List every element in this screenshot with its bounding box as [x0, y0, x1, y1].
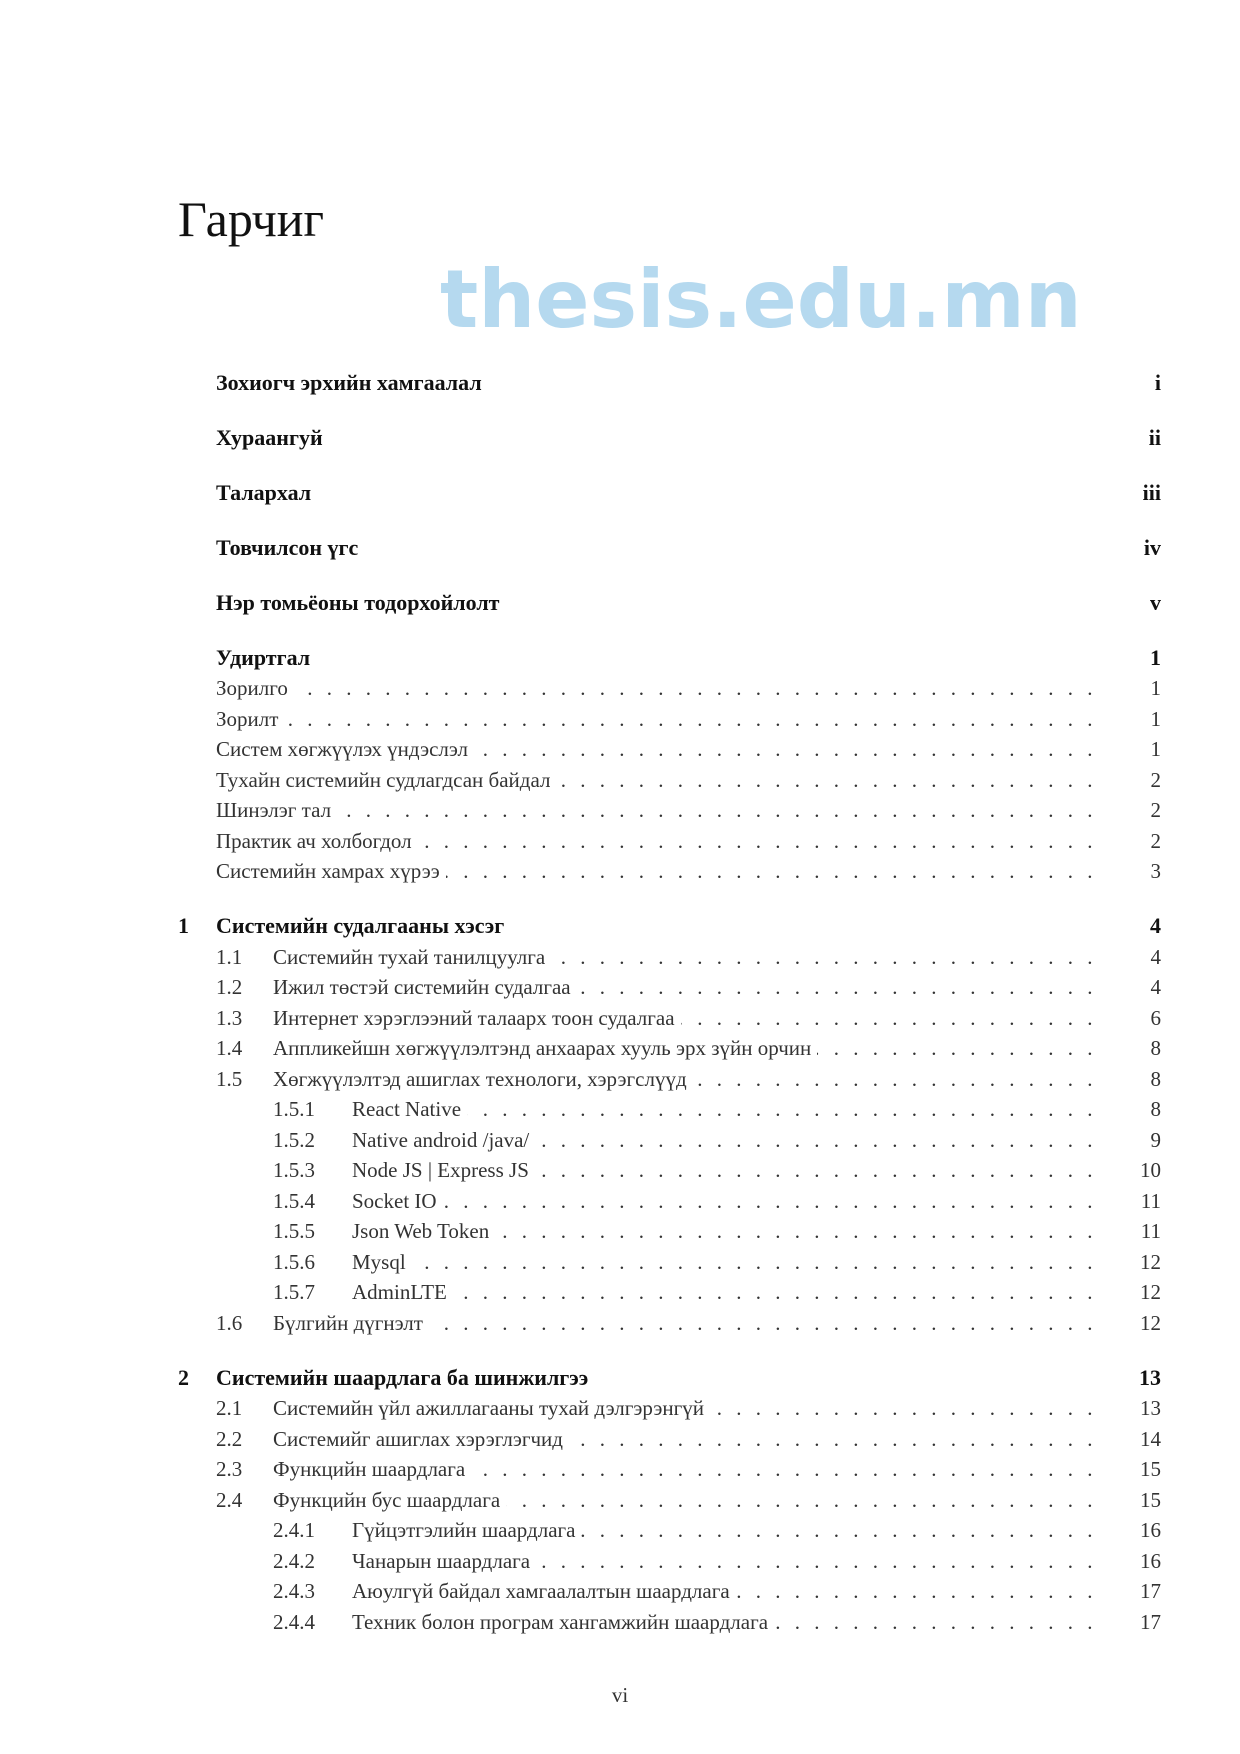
toc-entry[interactable]	[178, 478, 1161, 509]
toc-entry-number: 1	[178, 913, 189, 938]
toc-entry-page: 11	[1140, 1188, 1161, 1213]
dot-leader	[569, 1424, 1127, 1455]
toc-entry[interactable]	[178, 1515, 1161, 1546]
toc-entry-title: Талархал	[216, 479, 312, 505]
toc-entry[interactable]	[178, 704, 1161, 735]
dot-leader	[284, 704, 1127, 735]
toc-entry-title: Node JS | Express JS	[352, 1158, 529, 1182]
toc-entry-title: Нэр томьёоны тодорхойлолт	[216, 589, 500, 615]
dot-leader	[446, 856, 1127, 887]
dot-leader	[535, 1155, 1127, 1186]
toc-entry-page: ii	[1148, 424, 1161, 450]
toc-entry[interactable]	[178, 643, 1161, 674]
toc-entry-page: 10	[1140, 1158, 1161, 1182]
toc-entry-title: Шинэлэг тал	[216, 798, 332, 822]
toc-entry-page: iii	[1142, 479, 1161, 505]
dot-leader	[693, 1064, 1127, 1095]
page-number: vi	[611, 1683, 629, 1707]
toc-entry-page: 6	[1150, 1005, 1161, 1030]
toc-entry-title: Гүйцэтгэлийн шаардлага	[352, 1518, 576, 1542]
toc-entry-title: Хөгжүүлэлтэд ашиглах технологи, хэрэгслүүд	[273, 1066, 687, 1091]
toc-entry-page: 1	[1150, 644, 1161, 670]
toc-entry-title: AdminLTE	[352, 1280, 447, 1304]
page-title: Гарчиг	[178, 191, 325, 247]
toc-entry-number: 2.4	[216, 1487, 243, 1512]
toc-entry-title: Зохиогч эрхийн хамгаалал	[216, 369, 482, 395]
toc-entry-number: 1.2	[216, 975, 243, 999]
toc-entry-number: 1.6	[216, 1310, 243, 1335]
toc-entry[interactable]	[178, 1033, 1161, 1064]
dot-leader	[467, 1094, 1127, 1125]
dot-leader	[556, 765, 1127, 796]
toc-entry-title: Товчилсон үгс	[216, 534, 359, 560]
toc-entry-number: 2.3	[216, 1457, 243, 1481]
toc-entry[interactable]	[178, 1607, 1161, 1638]
toc-entry[interactable]	[178, 1216, 1161, 1247]
toc-entry[interactable]	[178, 1454, 1161, 1485]
toc-entry-page: 3	[1150, 859, 1161, 883]
toc-entry-page: 2	[1150, 767, 1161, 792]
toc-entry-title: Системийн үйл ажиллагааны тухай дэлгэрэнгүй	[273, 1396, 704, 1420]
dot-leader	[817, 1033, 1127, 1064]
dot-leader	[774, 1607, 1127, 1638]
table-of-contents	[178, 343, 1161, 1637]
toc-entry[interactable]	[178, 1546, 1161, 1577]
toc-entry[interactable]	[178, 1363, 1161, 1394]
toc-entry-title: React Native	[352, 1097, 462, 1121]
toc-entry[interactable]	[178, 1125, 1161, 1156]
toc-entry-page: 15	[1140, 1487, 1161, 1512]
toc-entry-title: Тухайн системийн судлагдсан байдал	[216, 767, 551, 792]
toc-entry[interactable]	[178, 673, 1161, 704]
toc-entry-page: 13	[1139, 1364, 1161, 1390]
toc-entry[interactable]	[178, 972, 1161, 1003]
toc-entry-title: Системийн тухай танилцуулга	[273, 944, 546, 969]
dot-leader	[429, 1308, 1127, 1339]
toc-entry-title: Mysql	[352, 1249, 406, 1274]
toc-entry-page: i	[1154, 369, 1161, 395]
toc-entry-page: 17	[1140, 1579, 1161, 1603]
toc-entry-number: 1.5.5	[273, 1219, 315, 1243]
dot-leader	[535, 1125, 1127, 1156]
toc-entry-number: 1.1	[216, 944, 243, 969]
dot-leader	[551, 942, 1127, 973]
dot-leader	[736, 1576, 1127, 1607]
toc-entry-title: Ижил төстэй системийн судалгаа	[273, 975, 571, 999]
toc-entry[interactable]	[178, 1155, 1161, 1186]
toc-entry-title: Socket IO	[352, 1188, 437, 1213]
toc-entry-title: Зорилт	[216, 706, 279, 731]
dot-leader	[536, 1546, 1127, 1577]
toc-entry[interactable]	[178, 765, 1161, 796]
toc-entry-number: 1.5.1	[273, 1097, 315, 1121]
toc-entry-number: 2.1	[216, 1396, 243, 1420]
toc-entry-title: Системийн хамрах хүрээ	[216, 859, 440, 883]
dot-leader	[453, 1277, 1127, 1308]
toc-entry[interactable]	[178, 795, 1161, 826]
toc-entry-number: 2.4.4	[273, 1609, 315, 1634]
toc-entry-title: Удиртгал	[216, 644, 311, 670]
toc-entry-title: Практик ач холбогдол	[216, 828, 412, 853]
toc-entry-title: Чанарын шаардлага	[352, 1548, 531, 1573]
toc-entry-title: Функцийн шаардлага	[273, 1457, 466, 1481]
toc-entry-page: 4	[1150, 913, 1161, 938]
toc-entry-number: 2.4.1	[273, 1518, 315, 1542]
dot-leader	[337, 795, 1127, 826]
toc-entry-page: 1	[1150, 706, 1161, 731]
toc-entry[interactable]	[178, 1393, 1161, 1424]
toc-entry-title: Аюулгүй байдал хамгаалалтын шаардлага	[352, 1579, 730, 1603]
toc-entry-page: 4	[1150, 975, 1161, 999]
toc-entry-title: Системийн судалгааны хэсэг	[216, 913, 505, 938]
toc-entry-title: Хураангуй	[216, 424, 323, 450]
toc-entry-title: Native android /java/	[352, 1127, 530, 1152]
toc-entry-page: 17	[1140, 1609, 1161, 1634]
toc-entry-title: Функцийн бус шаардлага	[273, 1487, 501, 1512]
toc-entry-page: 8	[1150, 1097, 1161, 1121]
toc-entry-number: 2	[178, 1364, 189, 1390]
dot-leader	[471, 1454, 1127, 1485]
toc-entry[interactable]	[178, 423, 1161, 454]
toc-entry-page: iv	[1143, 534, 1161, 560]
toc-entry-page: 15	[1140, 1457, 1161, 1481]
toc-entry-number: 1.5.7	[273, 1280, 315, 1304]
toc-entry[interactable]	[178, 826, 1161, 857]
toc-entry-page: 12	[1140, 1249, 1161, 1274]
toc-entry-number: 2.4.2	[273, 1548, 315, 1573]
toc-entry-page: 4	[1150, 944, 1161, 969]
toc-entry[interactable]	[178, 368, 1161, 399]
toc-entry[interactable]	[178, 1308, 1161, 1339]
toc-entry-page: 2	[1150, 828, 1161, 853]
dot-leader	[294, 673, 1127, 704]
toc-entry-title: Интернет хэрэглээний талаарх тоон судалгаа	[273, 1005, 675, 1030]
toc-entry-title: Аппликейшн хөгжүүлэлтэнд анхаарах хууль эрх зүйн орчин	[273, 1036, 812, 1060]
dot-leader	[443, 1186, 1127, 1217]
toc-entry-number: 2.4.3	[273, 1579, 315, 1603]
dot-leader	[581, 1515, 1127, 1546]
toc-entry-title: Системийг ашиглах хэрэглэгчид	[273, 1426, 563, 1451]
toc-entry-page: 8	[1150, 1036, 1161, 1060]
toc-entry[interactable]	[178, 1186, 1161, 1217]
toc-entry[interactable]	[178, 533, 1161, 564]
toc-entry-page: 8	[1150, 1066, 1161, 1091]
toc-entry-title: Техник болон програм хангамжийн шаардлага	[352, 1609, 769, 1634]
toc-entry-page: 16	[1140, 1518, 1161, 1542]
toc-entry-number: 1.5.2	[273, 1127, 315, 1152]
toc-entry[interactable]	[178, 911, 1161, 942]
toc-entry-page: v	[1150, 589, 1161, 615]
dot-leader	[474, 734, 1127, 765]
toc-entry-title: Зорилго	[216, 676, 288, 700]
toc-entry-number: 1.4	[216, 1036, 243, 1060]
toc-entry-number: 1.5.4	[273, 1188, 315, 1213]
toc-entry[interactable]	[178, 942, 1161, 973]
toc-entry[interactable]	[178, 1576, 1161, 1607]
toc-entry[interactable]	[178, 1485, 1161, 1516]
toc-entry[interactable]	[178, 1424, 1161, 1455]
toc-entry-page: 1	[1150, 676, 1161, 700]
toc-entry-title: Бүлгийн дүгнэлт	[273, 1310, 423, 1335]
toc-entry-number: 1.3	[216, 1005, 243, 1030]
toc-entry[interactable]	[178, 1094, 1161, 1125]
toc-entry-number: 1.5.3	[273, 1158, 315, 1182]
toc-entry-page: 9	[1150, 1127, 1161, 1152]
toc-entry-number: 1.5	[216, 1066, 243, 1091]
toc-entry-title: Системийн шаардлага ба шинжилгээ	[216, 1364, 589, 1390]
toc-entry[interactable]	[178, 1277, 1161, 1308]
dot-leader	[495, 1216, 1127, 1247]
toc-entry-page: 1	[1150, 737, 1161, 761]
dot-leader	[681, 1003, 1127, 1034]
toc-entry-page: 2	[1150, 798, 1161, 822]
toc-entry[interactable]	[178, 856, 1161, 887]
dot-leader	[418, 826, 1127, 857]
toc-entry-number: 1.5.6	[273, 1249, 315, 1274]
dot-leader	[506, 1485, 1127, 1516]
toc-entry[interactable]	[178, 1064, 1161, 1095]
toc-entry[interactable]	[178, 588, 1161, 619]
toc-entry-page: 14	[1140, 1426, 1161, 1451]
dot-leader	[710, 1393, 1127, 1424]
toc-entry-page: 12	[1140, 1280, 1161, 1304]
toc-entry-title: Систем хөгжүүлэх үндэслэл	[216, 737, 469, 761]
toc-entry-page: 11	[1140, 1219, 1161, 1243]
toc-entry-number: 2.2	[216, 1426, 243, 1451]
toc-entry[interactable]	[178, 1247, 1161, 1278]
dot-leader	[577, 972, 1127, 1003]
toc-entry-title: Json Web Token	[352, 1219, 490, 1243]
toc-entry-page: 16	[1140, 1548, 1161, 1573]
toc-entry-page: 12	[1140, 1310, 1161, 1335]
toc-entry[interactable]	[178, 1003, 1161, 1034]
watermark: thesis.edu.mn	[440, 253, 1082, 346]
toc-entry-page: 13	[1140, 1396, 1161, 1420]
toc-entry[interactable]	[178, 734, 1161, 765]
dot-leader	[412, 1247, 1127, 1278]
